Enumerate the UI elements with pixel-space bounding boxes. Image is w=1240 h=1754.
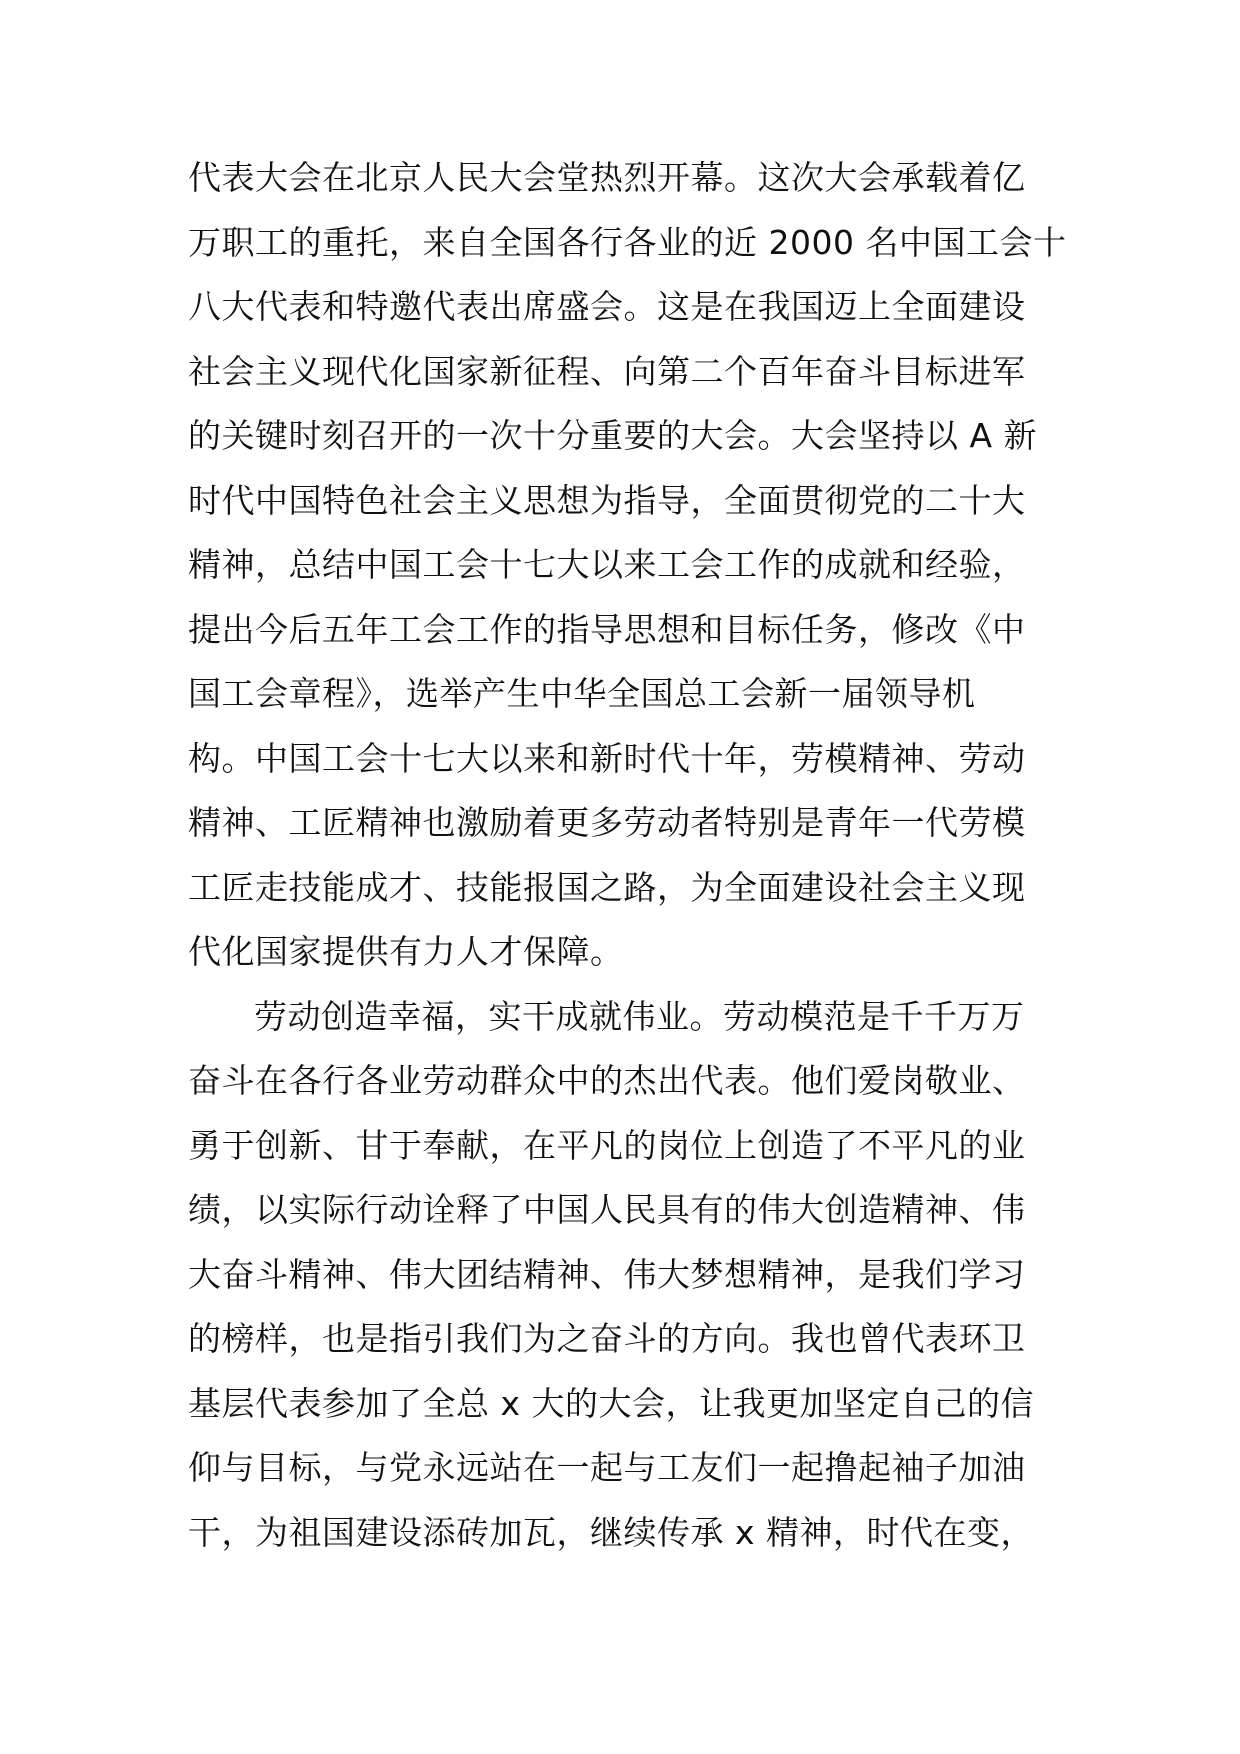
text-line: 精神，总结中国工会十七大以来工会工作的成就和经验， (188, 545, 1026, 584)
text-line: 基层代表参加了全总 x 大的大会，让我更加坚定自己的信 (188, 1383, 1035, 1423)
text-line: 的关键时刻召开的一次十分重要的大会。大会坚持以 A 新 (188, 416, 1038, 455)
text-line: 时代中国特色社会主义思想为指导，全面贯彻党的二十大 (188, 480, 1026, 520)
text-line: 社会主义现代化国家新征程、向第二个百年奋斗目标进军 (188, 351, 1026, 391)
paragraph-2 (188, 985, 1068, 1566)
text-line: 仰与目标，与党永远站在一起与工友们一起撸起袖子加油 (188, 1448, 1026, 1487)
text-line: 八大代表和特邀代表出席盛会。这是在我国迈上全面建设 (188, 287, 1026, 326)
text-line: 的榜样，也是指引我们为之奋斗的方向。我也曾代表环卫 (188, 1319, 1026, 1358)
text-line: 国工会章程》，选举产生中华全国总工会新一届领导机 (188, 674, 976, 713)
text-line: 精神、工匠精神也激励着更多劳动者特别是青年一代劳模 (188, 803, 1026, 842)
text-line: 干，为祖国建设添砖加瓦，继续传承 x 精神，时代在变， (188, 1512, 1035, 1552)
text-line: 绩，以实际行动诠释了中国人民具有的伟大创造精神、伟 (188, 1190, 1026, 1229)
text-line: 提出今后五年工会工作的指导思想和目标任务，修改《中 (188, 609, 1026, 649)
text-line: 劳动创造幸福，实干成就伟业。劳动模范是千千万万 (254, 996, 1025, 1036)
paragraph-1 (188, 146, 1068, 985)
text-line: 万职工的重托，来自全国各行各业的近 2000 名中国工会十 (188, 222, 1067, 262)
text-line: 大奋斗精神、伟大团结精神、伟大梦想精神，是我们学习 (188, 1254, 1026, 1294)
text-line: 工匠走技能成才、技能报国之路，为全面建设社会主义现 (188, 867, 1026, 907)
body-text (188, 146, 1068, 1565)
text-line: 构。中国工会十七大以来和新时代十年，劳模精神、劳动 (188, 738, 1026, 778)
text-line: 奋斗在各行各业劳动群众中的杰出代表。他们爱岗敬业、 (188, 1061, 1026, 1100)
text-line: 勇于创新、甘于奉献，在平凡的岗位上创造了不平凡的业 (188, 1125, 1026, 1165)
text-line: 代化国家提供有力人才保障。 (188, 932, 624, 971)
text-line: 代表大会在北京人民大会堂热烈开幕。这次大会承载着亿 (188, 158, 1026, 197)
